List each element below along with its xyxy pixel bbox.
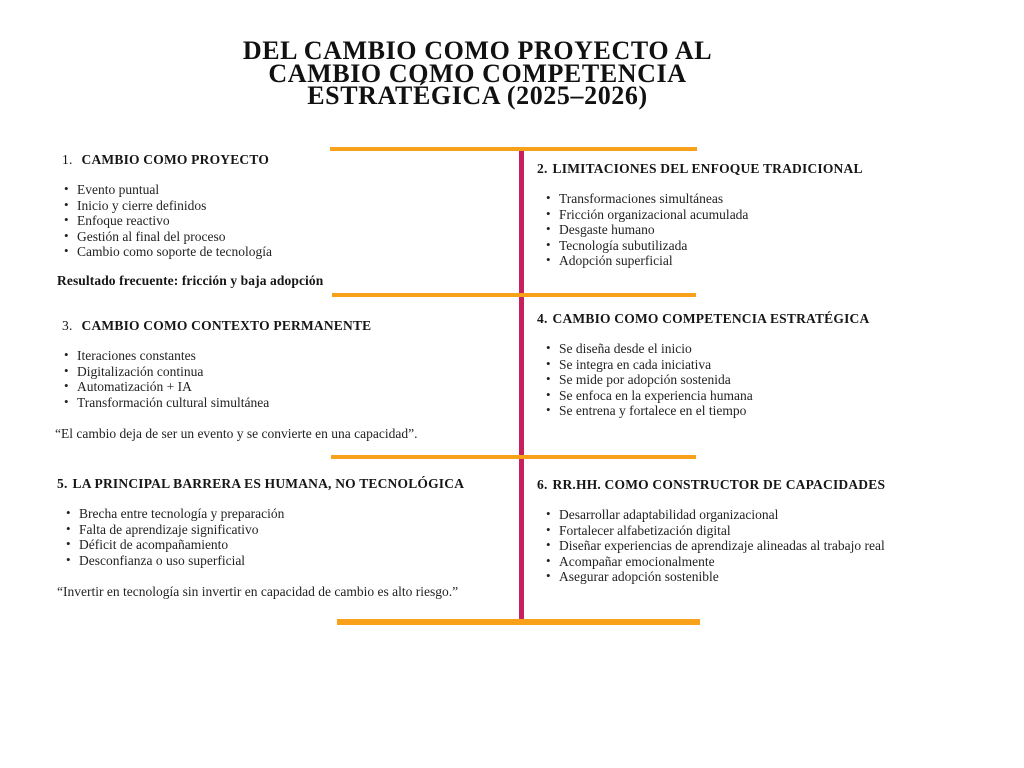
section-6-heading-text: RR.HH. COMO CONSTRUCTOR DE CAPACIDADES [552,477,886,492]
section-5-number: 5. [57,476,68,491]
bullet-item: • Enfoque reactivo [55,213,487,229]
bullet-item: • Brecha entre tecnología y preparación [57,506,485,522]
section-4-heading-text: CAMBIO COMO COMPETENCIA ESTRATÉGICA [552,311,870,326]
section-2-bullet-list [537,191,1007,269]
section-2-heading [537,160,1007,177]
section-4-bullet-list [537,341,1007,419]
bullet-item: • Se diseña desde el inicio [537,341,1007,357]
section-6-heading [537,476,1013,493]
section-2-heading-text: LIMITACIONES DEL ENFOQUE TRADICIONAL [552,161,863,176]
bullet-item: • Acompañar emocionalmente [537,554,1013,570]
section-5-quote: “Invertir en tecnología sin invertir en capacidad de cambio es alto riesgo.” [57,584,459,599]
bullet-item: • Automatización + IA [55,379,487,395]
section-3-heading [55,317,487,334]
section-3-heading-text: CAMBIO COMO CONTEXTO PERMANENTE [81,318,372,333]
bullet-item: • Gestión al final del proceso [55,229,487,245]
section-2-number: 2. [537,161,548,176]
bullet-item: • Desarrollar adaptabilidad organizacional [537,507,1013,523]
section-3-bullet-list [55,348,487,410]
section-limitaciones-enfoque-tradicional [537,160,1007,269]
divider-horizontal-bottom [337,619,700,625]
bullet-item: • Adopción superficial [537,253,1007,269]
bullet-item: • Se entrena y fortalece en el tiempo [537,403,1007,419]
bullet-item: • Desconfianza o uso superficial [57,553,485,569]
section-cambio-como-proyecto [55,151,487,289]
section-3-number: 3. [62,318,73,333]
bullet-item: • Evento puntual [55,182,487,198]
bullet-item: • Se mide por adopción sostenida [537,372,1007,388]
bullet-item: • Falta de aprendizaje significativo [57,522,485,538]
bullet-item: • Transformación cultural simultánea [55,395,487,411]
divider-vertical-crimson [519,149,524,622]
bullet-item: • Fricción organizacional acumulada [537,207,1007,223]
section-1-heading-text: CAMBIO COMO PROYECTO [81,152,270,167]
section-1-heading [55,151,487,168]
bullet-item: • Desgaste humano [537,222,1007,238]
section-4-number: 4. [537,311,548,326]
section-1-note: Resultado frecuente: fricción y baja adopción [57,272,324,288]
bullet-item: • Diseñar experiencias de aprendizaje alineadas al trabajo real [537,538,1013,554]
bullet-item: • Se integra en cada iniciativa [537,357,1007,373]
section-5-heading [57,475,485,492]
section-6-bullet-list [537,507,1013,585]
section-barrera-humana [57,475,485,600]
bullet-item: • Iteraciones constantes [55,348,487,364]
bullet-item: • Digitalización continua [55,364,487,380]
section-4-heading [537,310,1007,327]
bullet-item: • Déficit de acompañamiento [57,537,485,553]
section-cambio-contexto-permanente [55,317,487,442]
section-cambio-competencia-estrategica [537,310,1007,419]
bullet-item: • Cambio como soporte de tecnología [55,244,487,260]
section-6-number: 6. [537,477,548,492]
page-title [90,36,865,110]
bullet-item: • Fortalecer alfabetización digital [537,523,1013,539]
section-5-heading-text: LA PRINCIPAL BARRERA ES HUMANA, NO TECNOLÓGICA [72,476,465,491]
divider-horizontal-second [332,293,696,297]
divider-horizontal-third [331,455,696,459]
bullet-item: • Se enfoca en la experiencia humana [537,388,1007,404]
section-1-bullet-list [55,182,487,260]
bullet-item: • Inicio y cierre definidos [55,198,487,214]
page-title-line-3: ESTRATÉGICA (2025–2026) [307,81,648,110]
bullet-item: • Asegurar adopción sostenible [537,569,1013,585]
section-1-number: 1. [62,152,73,167]
section-rrhh-constructor-capacidades [537,476,1013,585]
page-title-line-1: DEL CAMBIO COMO PROYECTO AL [242,36,713,65]
section-5-bullet-list [57,506,485,568]
section-3-quote: “El cambio deja de ser un evento y se convierte en una capacidad”. [55,426,418,441]
page-title-line-2: CAMBIO COMO COMPETENCIA [268,58,687,88]
bullet-item: • Transformaciones simultáneas [537,191,1007,207]
bullet-item: • Tecnología subutilizada [537,238,1007,254]
